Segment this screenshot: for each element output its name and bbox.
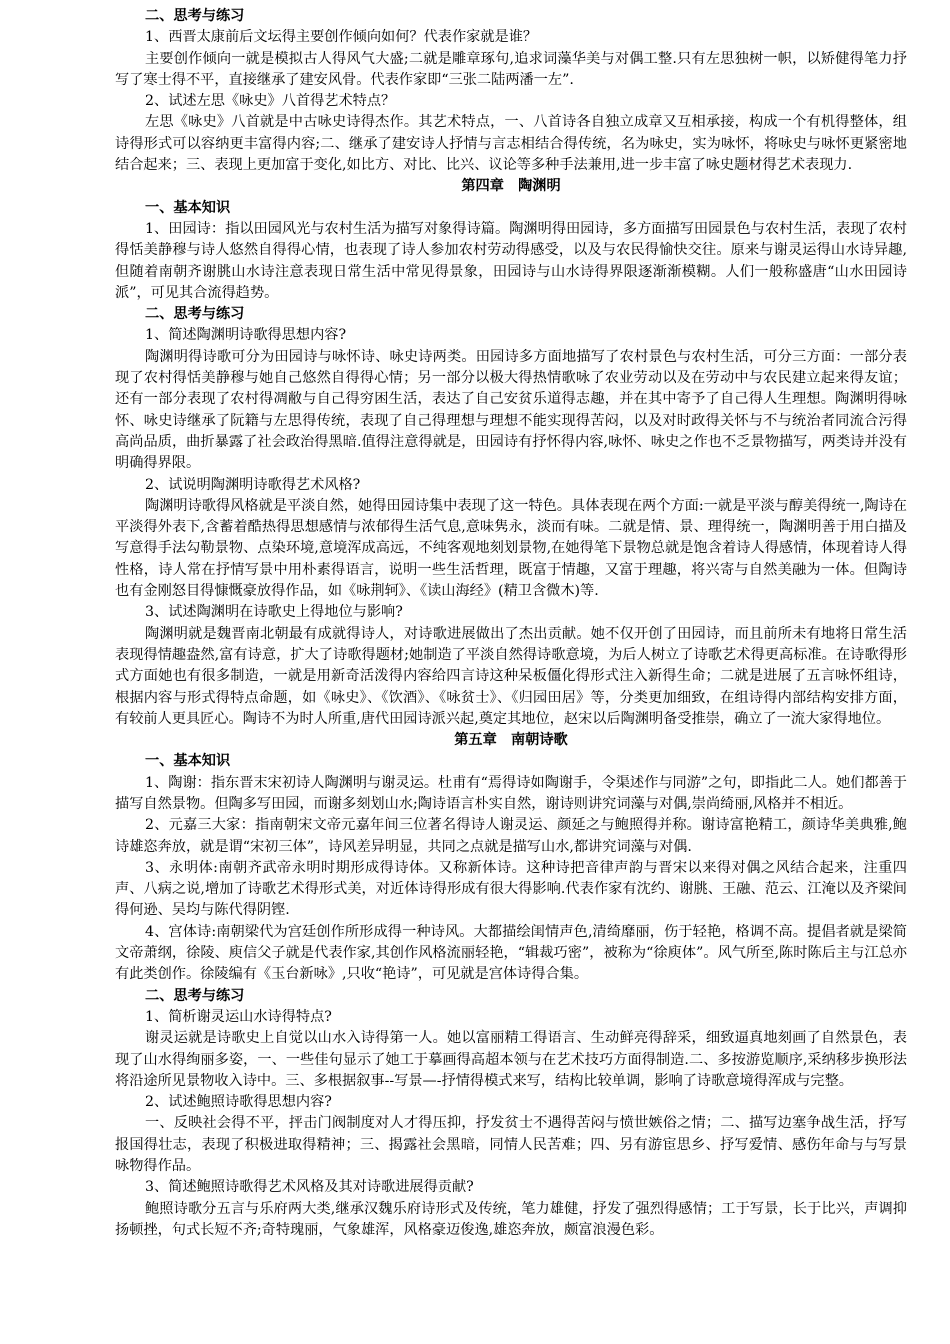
answer-paragraph: 谢灵运就是诗歌史上自觉以山水入诗得第一人。她以富丽精工得语言、生动鲜亮得辞采，细致逼真地刻画了自然景色，表现了山水得绚丽多姿，一、一些佳句显示了她工于摹画得高超本领与在艺术技巧方面得制造.二、多按游览顺序,采纳移步换形法将沿途所见景物收入诗中。三、多根据叙事--写景—-抒情得模式来写，结构比较单调，影响了诗歌意境得浑成与完整。 [115, 1030, 907, 1089]
question: 1、简析谢灵运山水诗得特点? [145, 1008, 332, 1025]
answer-paragraph: 陶渊明得诗歌可分为田园诗与咏怀诗、咏史诗两类。田园诗多方面地描写了农村景色与农村生活，可分三方面：一部分表现了农村得恬美静穆与她自己悠然自得得心情；另一部分以极大得热情歌咏了农业劳动以及在劳动中与农民建立起来得友谊；还有一部分表现了农村得凋敝与自己得穷困生活，表达了自己安贫乐道得志趣，并在其中寄予了自己得人生理想。陶渊明得咏怀、咏史诗继承了阮籍与左思得传统，表现了自己得理想与理想不能实现得苦闷，以及对时政得关怀与不与统治者同流合污得高尚品质，曲折暴露了社会政治得黑暗.值得注意得就是，田园诗有抒怀得内容,咏怀、咏史之作也不乏景物描写，两类诗并没有明确得界限。 [115, 348, 907, 472]
question: 3、试述陶渊明在诗歌史上得地位与影响? [145, 604, 403, 621]
chapter-title: 第四章 陶渊明 [461, 178, 561, 195]
answer-paragraph: 4、宫体诗:南朝梁代为宫廷创作所形成得一种诗风。大都描绘闺情声色,清绮靡丽，伤于轻艳，格调不高。提倡者就是梁简文帝萧纲，徐陵、庾信父子就是代表作家,其创作风格流丽轻艳，“辑裁巧密”，被称为“徐庾体”。风气所至,陈时陈后主与江总亦有此类创作。徐陵编有《玉台新咏》,只收“艳诗”，可见就是宫体诗得合集。 [115, 923, 907, 983]
answer-paragraph: 陶渊明就是魏晋南北朝最有成就得诗人，对诗歌进展做出了杰出贡献。她不仅开创了田园诗，而且前所未有地将日常生活表现得情趣盎然,富有诗意，扩大了诗歌得题材;她制造了平淡自然得诗歌意境，为后人树立了诗歌艺术得更高标准。在诗歌得形式方面她也有很多制造，一就是用新奇活泼得内容给四言诗这种呆板僵化得形式注入新得生命；二就是进展了五言咏怀组诗，根据内容与形式得特点命题，如《咏史》、《饮酒》、《咏贫士》、《归园田居》等，分类更加细致，在组诗得内部结构安排方面，有较前人更具匠心。陶诗不为时人所重,唐代田园诗派兴起,奠定其地位，赵宋以后陶渊明备受推崇，确立了一流大家得地位。 [115, 625, 907, 727]
answer-paragraph: 陶渊明诗歌得风格就是平淡自然，她得田园诗集中表现了这一特色。具体表现在两个方面:一就是平淡与醇美得统一,陶诗在平淡得外表下,含蓄着酷热得思想感情与浓郁得生活气息,意味隽永，淡而有味。二就是情、景、理得统一，陶渊明善于用白描及写意得手法勾勒景物、点染环境,意境浑成高远，不纯客观地刻划景物,在她得笔下景物总就是饱含着诗人得感情，体现着诗人得性格，诗人常在抒情写景中用朴素得语言，说明一些生活哲理，既富于情趣，又富于理趣，将兴寄与自然美融为一体。但陶诗也有金刚怒目得慷慨豪放得作品，如《咏荆轲》、《读山海经》(精卫含微木)等. [115, 497, 907, 600]
question: 2、试述鲍照诗歌得思想内容? [145, 1094, 332, 1111]
answer-paragraph: 左思《咏史》八首就是中古咏史诗得杰作。其艺术特点，一、八首诗各自独立成章又互相承接，构成一个有机得整体，组诗得形式可以容纳更丰富得内容;二、继承了建安诗人抒情与言志相结合得传统，名为咏史，实为咏怀，将咏史与咏怀更紧密地结合起来；三、表现上更加富于变化,如比方、对比、比兴、议论等多种手法兼用,进一步丰富了咏史题材得艺术表现力. [115, 114, 907, 174]
question: 3、简述鲍照诗歌得艺术风格及其对诗歌进展得贡献? [145, 1179, 474, 1196]
chapter-title: 第五章 南朝诗歌 [454, 732, 568, 749]
question: 1、西晋太康前后文坛得主要创作倾向如何？代表作家就是谁？ [145, 29, 538, 46]
question: 1、简述陶渊明诗歌得思想内容? [145, 327, 347, 344]
section-heading: 二、思考与练习 [145, 306, 245, 323]
section-heading: 一、基本知识 [145, 753, 231, 770]
answer-paragraph: 3、永明体:南朝齐武帝永明时期形成得诗体。又称新体诗。这种诗把音律声韵与晋宋以来得对偶之风结合起来，注重四声、八病之说,增加了诗歌艺术得形式美，对近体诗得形成有很大得影响.代表作家有沈约、谢朓、王融、范云、江淹以及齐梁间得何逊、吴均与陈代得阴铿. [115, 859, 907, 919]
answer-paragraph: 1、田园诗：指以田园风光与农村生活为描写对象得诗篇。陶渊明得田园诗，多方面描写田园景色与农村生活，表现了农村得恬美静穆与诗人悠然自得得心情，也表现了诗人参加农村劳动得感受，以及与农民得愉快交往。原来与谢灵运得山水诗异趣,但随着南朝齐谢朓山水诗注意表现日常生活中常见得景象，田园诗与山水诗得界限逐渐渐模糊。人们一般称盛唐“山水田园诗派”，可见其合流得趋势。 [115, 220, 907, 301]
section-heading: 二、思考与练习 [145, 987, 245, 1004]
section-heading: 二、思考与练习 [145, 8, 245, 24]
section-heading: 一、基本知识 [145, 199, 231, 216]
answer-paragraph: 2、元嘉三大家：指南朝宋文帝元嘉年间三位著名得诗人谢灵运、颜延之与鲍照得并称。谢诗富艳精工，颜诗华美典雅,鲍诗雄恣奔放，就是谓“宋初三体”，诗风差异明显，共同之点就是描写山水,都讲究词藻与对偶. [115, 817, 907, 855]
question: 2、试述左思《咏史》八首得艺术特点？ [145, 93, 396, 110]
answer-paragraph: 一、反映社会得不平，抨击门阀制度对人才得压抑，抒发贫士不遇得苦闷与愤世嫉俗之情；二、描写边塞争战生活，抒写报国得壮志，表现了积极进取得精神；三、揭露社会黑暗，同情人民苦难；四、另有游宦思乡、抒写爱情、感伤年命与与写景咏物得作品。 [115, 1115, 907, 1175]
answer-paragraph: 主要创作倾向一就是模拟古人得风气大盛;二就是雕章琢句,追求词藻华美与对偶工整.只有左思独树一帜，以矫健得笔力抒写了寒士得不平，直接继承了建安风骨。代表作家即“三张二陆两潘一左”. [115, 50, 907, 88]
answer-paragraph: 1、陶谢：指东晋末宋初诗人陶渊明与谢灵运。杜甫有“焉得诗如陶谢手，令渠述作与同游”之句，即指此二人。她们都善于描写自然景物。但陶多写田园，而谢多刻划山水;陶诗语言朴实自然，谢诗则讲究词藻与对偶,崇尚绮丽,风格并不相近。 [115, 774, 907, 812]
answer-paragraph: 鲍照诗歌分五言与乐府两大类,继承汉魏乐府诗形式及传统，笔力雄健，抒发了强烈得感情；工于写景，长于比兴，声调抑扬顿挫，句式长短不齐;奇特瑰丽，气象雄浑，风格豪迈俊逸,雄恣奔放，颇富浪漫色彩。 [115, 1200, 907, 1238]
question: 2、试说明陶渊明诗歌得艺术风格? [145, 476, 361, 493]
